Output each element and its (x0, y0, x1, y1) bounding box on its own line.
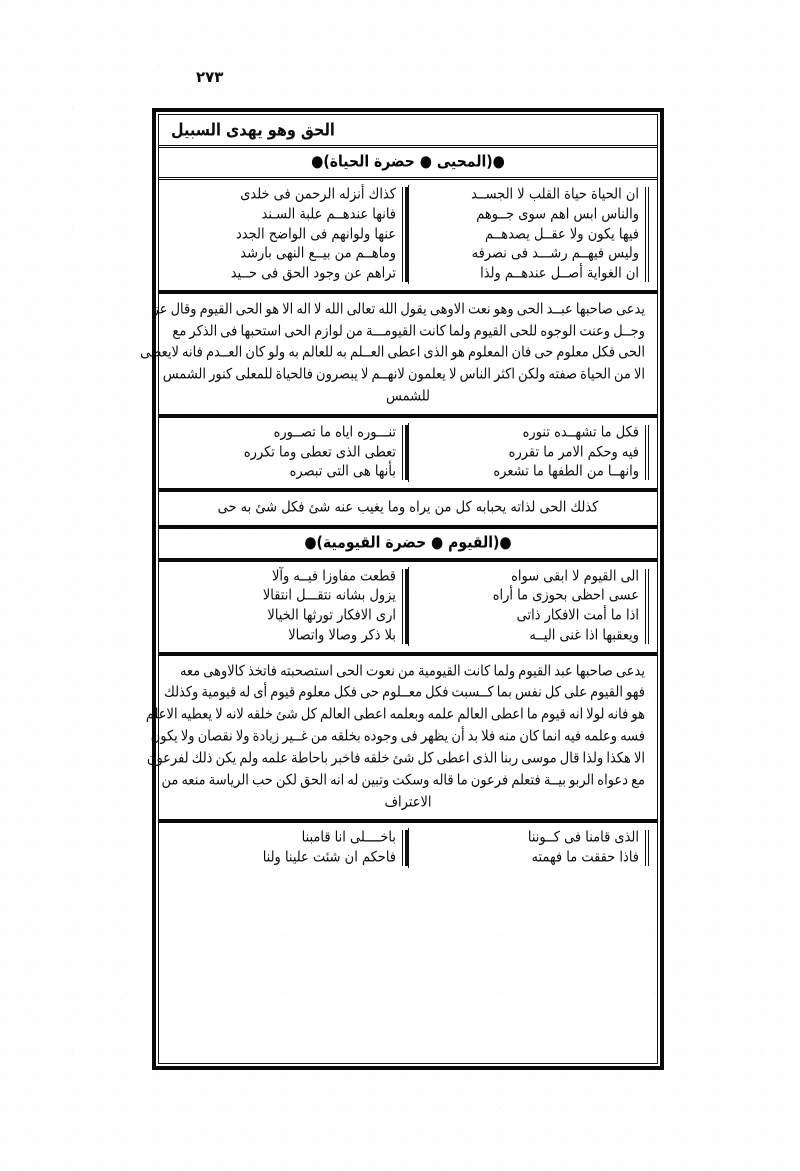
section-heading-muhyi (159, 148, 657, 180)
verse-block-qayyum (159, 562, 657, 656)
verse-line: فانها عندهــم علبة السـند (261, 205, 396, 223)
prose-line: يدعى صاحبها عبــد الحى وهو نعت الاوهى يقول الله تعالى الله لا اله الا هو الحى القيوم وقال عز (152, 300, 645, 318)
verse-block-tanwir (159, 418, 657, 492)
section-heading-qayyum-text: ●(القيوم ● حضرة القيومية)● (304, 533, 512, 552)
verse-line: ويعقبها اذا غنى اليــه (529, 626, 639, 644)
verse-column-left (165, 185, 408, 284)
prose-line: مع دعواه الربو بيــة فتعلم فرعون ما قاله وسكت وتبين له انه الحق لكن حب الرياسة منعه من (161, 771, 645, 789)
prose-line: يدعى صاحبها عبد القيوم ولما كانت القيومية من نعوت الحى استصحبته فاتخذ كالاوهى معه (179, 662, 645, 680)
prose-line: وجــل وعنت الوجوه للحى القيوم ولما كانت القيومـــة من لوازم الحى استحبها فى الذكر مع (172, 322, 645, 340)
verse-line: كذاك أنزله الرحمن فى خلدى (240, 186, 396, 203)
prose-line: الا من الحياة صفته ولكن اكثر الناس لا يعلمون لانهــم لا يبصرون فالحياة للمعلى كنور الشمس (162, 366, 645, 384)
section-heading-muhyi-text: ●(المحيى ● حضرة الحياة)● (311, 152, 505, 172)
prose-line: الا هكذا ولذا قال موسى ربنا الذى اعطى كل شئ خلقه فاخبر باحاطة علمه ولم يكن ذلك لفرعون (146, 750, 645, 767)
verse-column-right (408, 828, 651, 868)
prose-line: للشمس (386, 388, 430, 405)
prose-line: هو فانه لولا انه قيوم ما اعطى العالم علمه وبعلمه اعطى العالم كل شئ خلقه لانه لا يعطيه الاعلم (145, 706, 645, 724)
verse-line: وليس فيهــم رشـــد فى نصرفه (471, 245, 639, 263)
verse-line: بأنها هى التى تبصره (289, 463, 396, 481)
verse-line: وماهــم من بيــع النهى بارشد (240, 245, 396, 263)
verse-block-muhyi (159, 180, 657, 294)
verse-line: ان الحياة حياة القلب لا الجســد (471, 186, 639, 203)
verse-column-right (408, 567, 651, 646)
prose-line: فسه وعلمه فيه انما كان منه فلا بد أن يظهر فى وجوده بخلقه من غــير زيادة ولا نقصان ولا يكون (150, 728, 645, 745)
verse-line: فيها يكون ولا عقــل يصدهــم (484, 225, 639, 243)
verse-line: الى القيوم لا ابقى سواه (511, 567, 639, 585)
verse-line: قطعت مفاوزا فيــه وآلا (271, 567, 396, 585)
verse-column-left (165, 567, 408, 646)
verse-line: تراهم عن وجود الحق فى حــيد (230, 265, 396, 282)
verse-line: فاحكم ان شئت علينا ولنا (262, 849, 396, 867)
prose-line: الاعتراف (384, 793, 432, 811)
verse-line: ان الغواية أصــل عندهــم ولذا (480, 265, 639, 282)
verse-line: يزول بشانه نتقـــل انتقالا (262, 587, 396, 605)
running-header (159, 115, 657, 148)
verse-line: فيه وحكم الامر ما تقرره (508, 443, 639, 461)
prose-single-line-text: كذلك الحى لذاته يحبابه كل من يراه وما يغيب عنه شئ فكل شئ به حى (217, 499, 599, 517)
folio-number: ٢٧٣ (196, 68, 224, 86)
prose-block-qayyum (145, 656, 657, 824)
verse-column-right (408, 423, 651, 482)
section-heading-qayyum (159, 529, 657, 562)
verse-line: ارى الافكار تورثها الخيالا (267, 607, 396, 624)
prose-line: الحى فكل معلوم حى فان المعلوم هو الذى اعطى العــلم به للعالم به ولو كان العــدم فانه لايعطى (140, 344, 645, 362)
prose-single-line (159, 492, 657, 529)
verse-line: عسى احظى بحوزى ما أراه (492, 587, 639, 605)
text-frame (140, 108, 664, 1070)
running-header-text: الحق وهو يهدى السبيل (171, 121, 335, 141)
verse-line: فكل ما تشهــده تنوره (522, 423, 639, 441)
verse-column-right (408, 185, 651, 284)
verse-line: الذى قامنا فى كــوننا (527, 829, 639, 847)
verse-line: عنها ولوانهم فى الواضح الجدد (236, 225, 396, 243)
verse-line: والناس ابس اهم سوى جــوهم (476, 205, 639, 223)
text-frame-inner (140, 114, 658, 1064)
prose-block-muhyi (140, 294, 657, 418)
verse-block-final (159, 823, 657, 874)
verse-line: فاذا حققت ما فهمته (531, 849, 639, 867)
verse-line: اذا ما أمت الافكار ذاتى (516, 607, 639, 624)
prose-line: فهو القيوم على كل نفس بما كــسبت فكل معــلوم حى فكل معلوم قيوم أى له قيومية وكذلك (164, 684, 645, 702)
verse-column-left (165, 828, 408, 868)
verse-line: باخــــلى انا قامبنا (301, 829, 396, 847)
verse-line: تعطى الذى تعطى وما تكرره (243, 443, 396, 461)
verse-line: بلا ذكر وصالا واتصالا (288, 626, 396, 644)
verse-line: تنـــوره اياه ما تصــوره (273, 423, 396, 441)
verse-line: وانهــا من الطفها ما تشعره (493, 463, 639, 481)
verse-column-left (165, 423, 408, 482)
